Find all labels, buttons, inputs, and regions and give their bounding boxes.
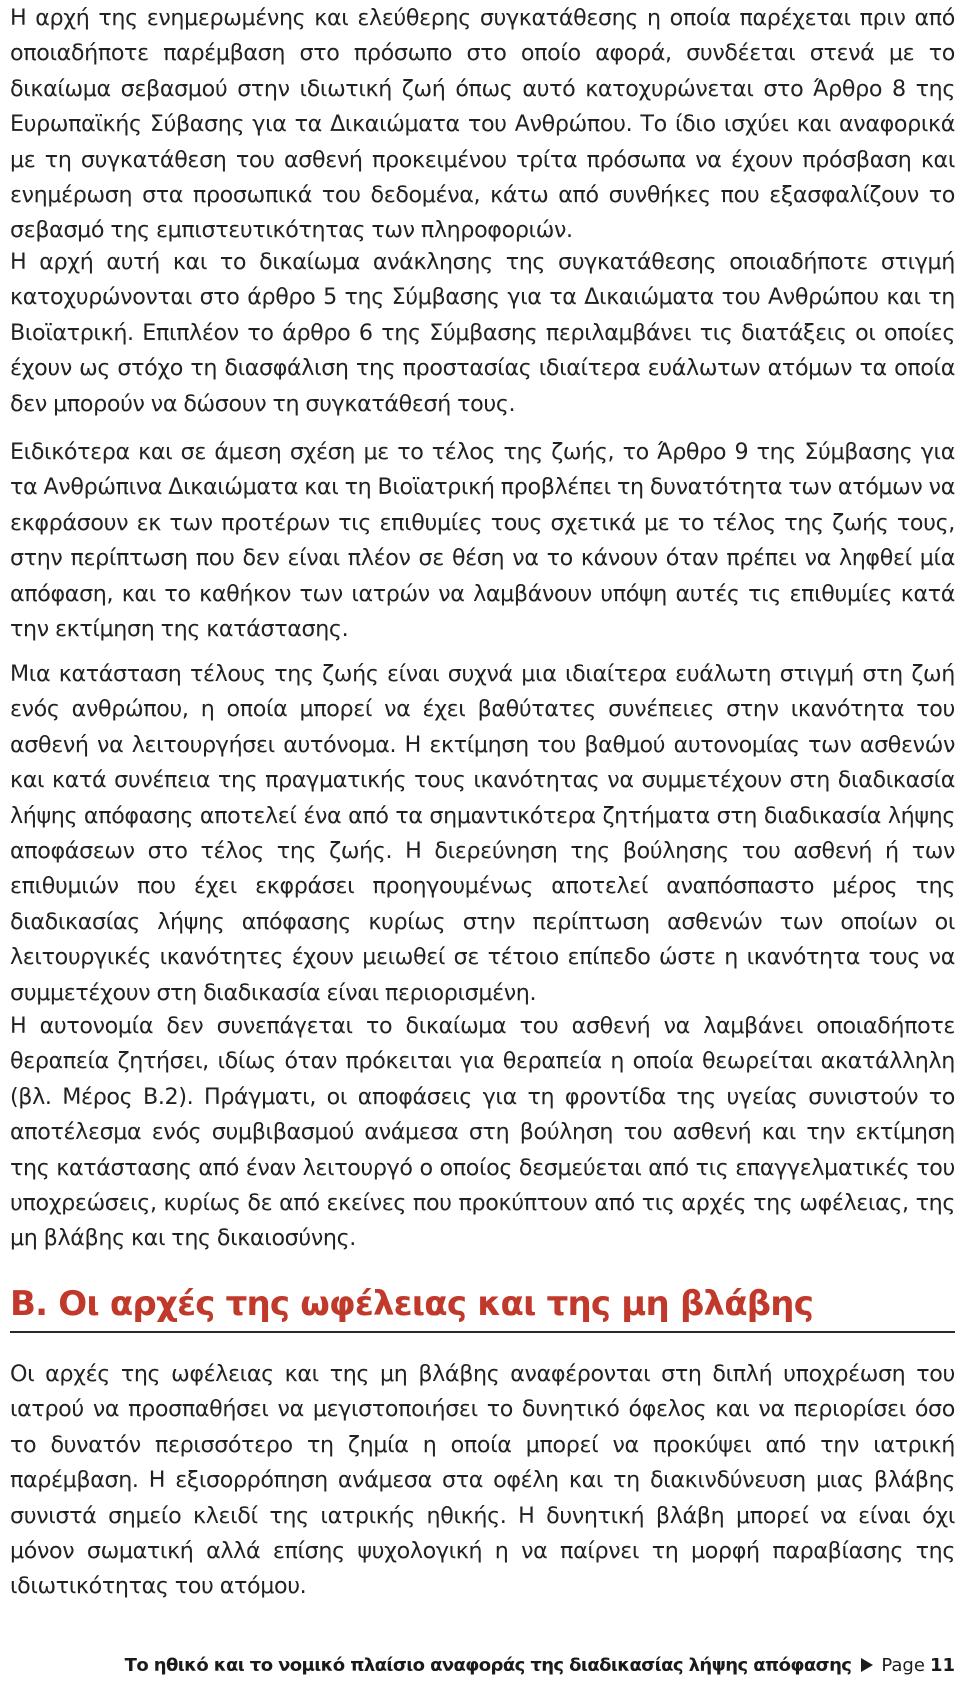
- triangle-right-icon: [861, 1658, 873, 1672]
- body-paragraph: Η αρχή αυτή και το δικαίωμα ανάκλησης της συγκατάθεσης οποιαδήποτε στιγμή κατοχυρώνονται στο άρθρο 5 της Σύμβασης για τα Δικαιώματα του Ανθρώπου και τη Βιοϊατρική. Επιπλέον το άρθρο 6 της Σύμβασης περιλαμβάνει τις διατάξεις οι οποίες έχουν ως στόχο τη διασφάλιση της προστασίας ιδιαίτερα ευάλωτων ατόμων τα οποία δεν μπορούν να δώσουν τη συγκατάθεσή τους.: [10, 249, 955, 417]
- page-footer: [10, 1651, 955, 1679]
- body-paragraph: Μια κατάσταση τέλους της ζωής είναι συχνά μια ιδιαίτερα ευάλωτη στιγμή στη ζωή ενός ανθρώπου, η οποία μπορεί να έχει βαθύτατες συνέπειες στην ικανότητα του ασθενή να λειτουργήσει αυτόνομα. Η εκτίμηση του βαθμού αυτονομίας των ασθενών και κατά συνέπεια της πραγματικής τους ικανότητας να συμμετέχουν στη διαδικασία λήψης απόφασης αποτελεί ένα από τα σημαντικότερα ζητήματα στη διαδικασία λήψης αποφάσεων στο τέλος της ζωής. Η διερεύνηση της βούλησης του ασθενή ή των επιθυμιών που έχει εκφράσει προηγουμένως αποτελεί αναπόσπαστο μέρος της διαδικασίας λήψης απόφασης κυρίως στην περίπτωση ασθενών των οποίων οι λειτουργικές ικανότητες έχουν μειωθεί σε τέτοιο επίπεδο ώστε η ικανότητα τους να συμμετέχουν στη διαδικασία είναι περιορισμένη.: [10, 661, 955, 1006]
- body-paragraph: Η αρχή της ενημερωμένης και ελεύθερης συγκατάθεσης η οποία παρέχεται πριν από οποιαδήποτε παρέμβαση στο πρόσωπο στο οποίο αφορά, συνδέεται στενά με το δικαίωμα σεβασμού στην ιδιωτική ζωή όπως αυτό κατοχυρώνεται στο Άρθρο 8 της Ευρωπαϊκής Σύβασης για τα Δικαιώματα του Ανθρώπου. Το ίδιο ισχύει και αναφορικά με τη συγκατάθεση του ασθενή προκειμένου τρίτα πρόσωπα να έχουν πρόσβαση και ενημέρωση στα προσωπικά του δεδομένα, κάτω από συνθήκες που εξασφαλίζουν το σεβασμό της εμπιστευτικότητας των πληροφοριών.: [10, 5, 955, 244]
- page-number: 11: [929, 1654, 955, 1676]
- section-heading: Β. Οι αρχές της ωφέλειας και της μη βλάβης: [10, 1283, 955, 1333]
- footer-page-label: Page: [881, 1654, 925, 1676]
- body-paragraph: Ειδικότερα και σε άμεση σχέση με το τέλος της ζωής, το Άρθρο 9 της Σύμβασης για τα Ανθρώπινα Δικαιώματα και τη Βιοϊατρική προβλέπει τη δυνατότητα των ατόμων να εκφράσουν εκ των προτέρων τις επιθυμίες τους σχετικά με το τέλος της ζωής τους, στην περίπτωση που δεν είναι πλέον σε θέση να το κάνουν όταν πρέπει να ληφθεί μία απόφαση, και το καθήκον των ιατρών να λαμβάνουν υπόψη αυτές τις επιθυμίες κατά την εκτίμηση της κατάστασης.: [10, 439, 955, 643]
- footer-title: Το ηθικό και το νομικό πλαίσιο αναφοράς της διαδικασίας λήψης απόφασης: [124, 1654, 852, 1676]
- section-paragraph: Οι αρχές της ωφέλειας και της μη βλάβης αναφέρονται στη διπλή υποχρέωση του ιατρού να προσπαθήσει να μεγιστοποιήσει το δυνητικό όφελος και να περιορίσει όσο το δυνατόν περισσότερο τη ζημία η οποία μπορεί να προκύψει από την ιατρική παρέμβαση. Η εξισορρόπηση ανάμεσα στα οφέλη και τη διακινδύνευση μιας βλάβης συνιστά σημείο κλειδί της ιατρικής ηθικής. Η δυνητική βλάβη μπορεί να είναι όχι μόνον σωματική αλλά επίσης ψυχολογική η να παίρνει τη μορφή παραβίασης της ιδιωτικότητας του ατόμου.: [10, 1361, 955, 1600]
- body-paragraph: Η αυτονομία δεν συνεπάγεται το δικαίωμα του ασθενή να λαμβάνει οποιαδήποτε θεραπεία ζητήσει, ιδίως όταν πρόκειται για θεραπεία η οποία θεωρείται ακατάλληλη (βλ. Μέρος Β.2). Πράγματι, οι αποφάσεις για τη φροντίδα της υγείας συνιστούν το αποτέλεσμα ενός συμβιβασμού ανάμεσα στη βούληση του ασθενή και την εκτίμηση της κατάστασης από έναν λειτουργό ο οποίος δεσμεύεται από τις επαγγελματικές του υποχρεώσεις, κυρίως δε από εκείνες που προκύπτουν από τις αρχές της ωφέλειας, της μη βλάβης και της δικαιοσύνης.: [10, 1013, 955, 1252]
